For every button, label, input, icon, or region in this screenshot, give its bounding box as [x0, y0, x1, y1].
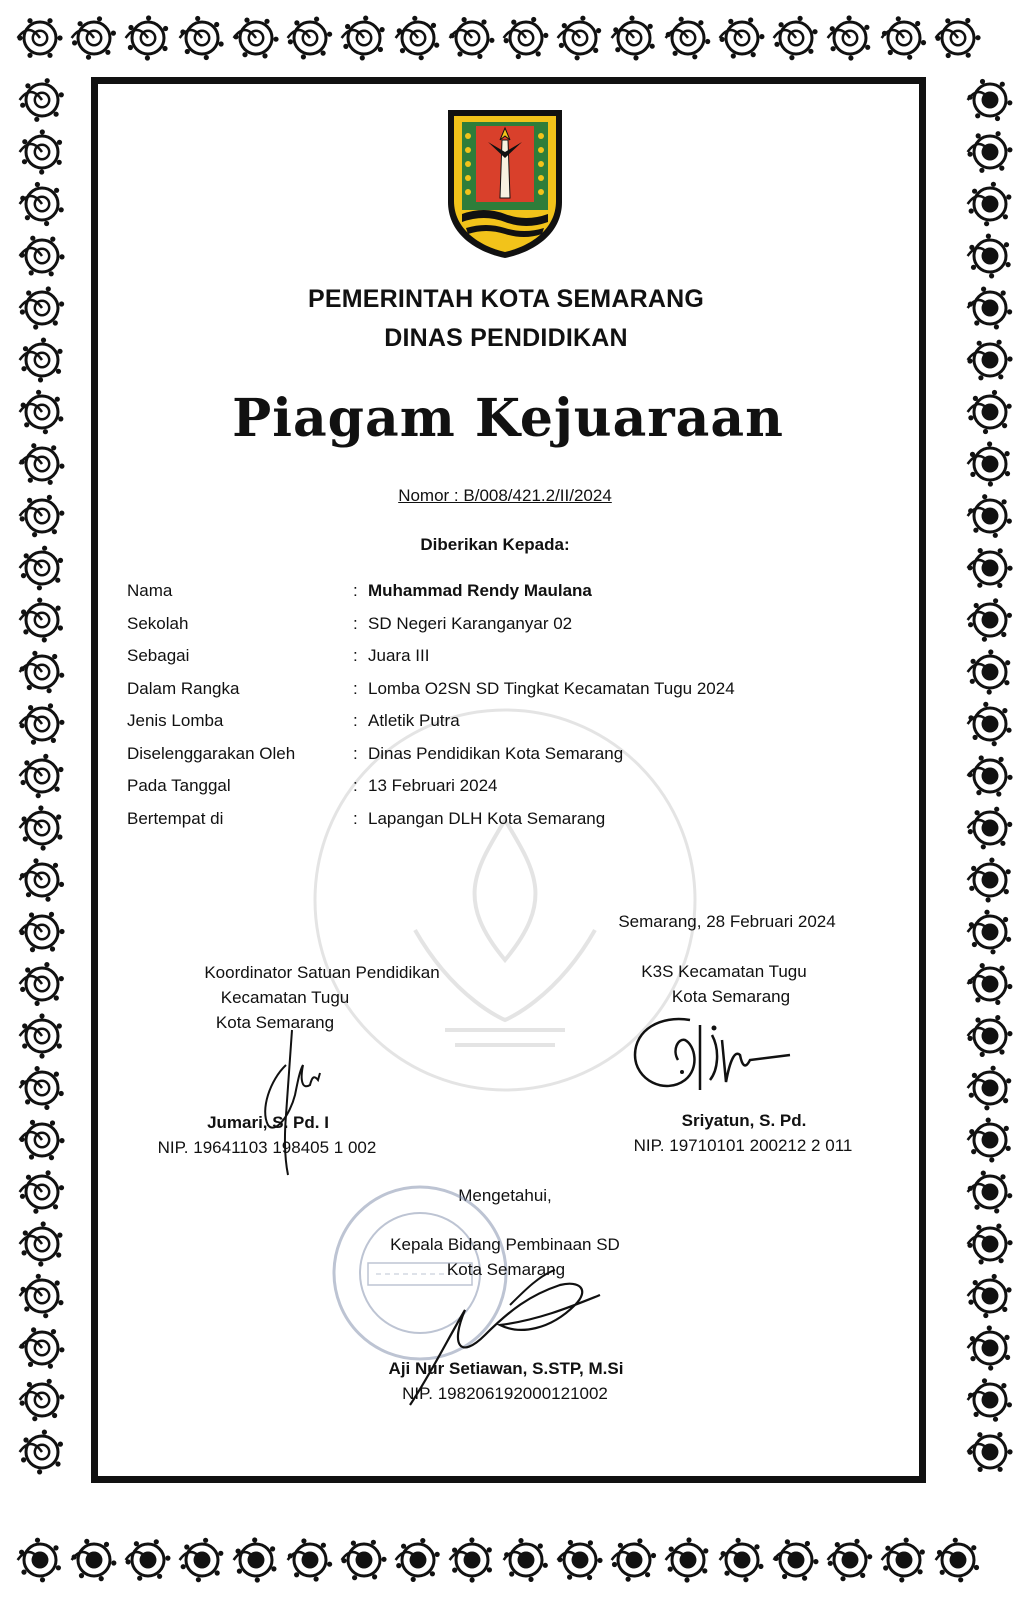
- border-ornament: [20, 1327, 65, 1368]
- border-ornament: [20, 495, 65, 537]
- border-ornament: [935, 18, 980, 58]
- right-signatory-title2: Kota Semarang: [671, 987, 791, 1006]
- place-and-date: Semarang, 28 Februari 2024: [618, 912, 836, 931]
- field-label: Pada Tanggal: [127, 776, 231, 795]
- field-label: Diselenggarakan Oleh: [127, 744, 296, 763]
- acknowledged-name: Aji Nur Setiawan, S.STP, M.Si: [388, 1359, 624, 1378]
- certificate-title: Piagam Kejuaraan: [232, 388, 784, 449]
- field-separator: :: [353, 776, 358, 795]
- border-ornament: [126, 1539, 171, 1581]
- field-label: Dalam Rangka: [127, 679, 240, 698]
- field-label: Bertempat di: [127, 809, 224, 828]
- field-value: 13 Februari 2024: [368, 776, 498, 795]
- border-ornament: [967, 340, 1012, 381]
- border-ornament: [20, 286, 65, 329]
- border-ornament: [180, 1538, 224, 1583]
- field-value: Dinas Pendidikan Kota Semarang: [368, 744, 624, 763]
- semarang-coat-of-arms-icon: [444, 106, 566, 262]
- border-ornament: [968, 79, 1013, 121]
- border-ornament: [20, 1379, 65, 1422]
- border-ornament: [20, 1430, 63, 1475]
- border-ornament: [233, 18, 278, 59]
- field-label: Sekolah: [127, 614, 189, 633]
- border-ornament: [968, 1274, 1012, 1318]
- border-ornament: [968, 910, 1012, 955]
- border-ornament: [968, 598, 1012, 642]
- border-ornament: [720, 17, 765, 58]
- border-ornament: [20, 962, 64, 1006]
- border-ornament: [967, 548, 1012, 588]
- border-ornament: [126, 15, 169, 60]
- border-ornament: [20, 1221, 63, 1266]
- field-separator: :: [353, 614, 358, 633]
- field-value: Atletik Putra: [368, 711, 460, 730]
- border-ornament: [19, 236, 64, 277]
- border-ornament: [20, 1170, 65, 1213]
- border-ornament: [20, 651, 65, 694]
- border-ornament: [17, 18, 62, 58]
- field-label: Sebagai: [127, 646, 190, 665]
- field-value: Muhammad Rendy Maulana: [368, 581, 592, 600]
- border-ornament: [341, 1540, 386, 1581]
- border-ornament: [967, 1432, 1012, 1472]
- field-separator: :: [353, 646, 358, 665]
- left-signatory-title2: Kecamatan Tugu: [220, 988, 350, 1007]
- border-ornament: [20, 546, 64, 591]
- border-ornament: [19, 912, 64, 952]
- border-ornament: [968, 649, 1011, 694]
- field-separator: :: [353, 711, 358, 730]
- border-ornament: [19, 1120, 64, 1160]
- border-ornament: [774, 1539, 819, 1580]
- right-signatory-title1: K3S Kecamatan Tugu: [641, 962, 807, 981]
- field-label: Nama: [127, 581, 173, 600]
- border-ornament: [342, 16, 385, 61]
- field-separator: :: [353, 809, 358, 828]
- border-ornament: [968, 1066, 1012, 1111]
- field-separator: :: [353, 679, 358, 698]
- border-ornament: [967, 1224, 1012, 1265]
- acknowledged-label: Mengetahui,: [458, 1186, 552, 1205]
- border-ornament: [20, 598, 63, 643]
- left-signatory-title1: Koordinator Satuan Pendidikan: [204, 963, 440, 982]
- border-ornament: [612, 16, 655, 61]
- border-ornament: [882, 1538, 925, 1583]
- border-ornament: [20, 754, 64, 798]
- field-separator: :: [353, 744, 358, 763]
- border-ornament: [968, 441, 1011, 486]
- border-ornament: [967, 755, 1012, 796]
- border-ornament: [20, 1274, 64, 1319]
- border-ornament: [968, 1015, 1013, 1057]
- border-ornament: [774, 16, 818, 60]
- field-value: Juara III: [368, 646, 430, 665]
- border-ornament: [882, 16, 927, 60]
- border-ornament: [936, 1538, 980, 1583]
- right-signatory-name: Sriyatun, S. Pd.: [681, 1111, 807, 1130]
- border-ornament: [20, 78, 64, 122]
- left-signatory-name: Jumari, S. Pd. I: [207, 1113, 329, 1132]
- field-separator: :: [353, 581, 358, 600]
- border-ornament: [504, 1538, 548, 1582]
- border-ornament: [968, 182, 1012, 227]
- border-ornament: [234, 1537, 277, 1582]
- field-value: Lomba O2SN SD Tingkat Kecamatan Tugu 2024: [368, 679, 735, 698]
- border-ornament: [20, 338, 63, 383]
- border-ornament: [968, 390, 1012, 434]
- right-signature: [630, 1010, 795, 1100]
- border-ornament: [396, 1538, 440, 1582]
- border-ornament: [666, 17, 711, 60]
- border-ornament: [666, 1537, 709, 1582]
- border-ornament: [20, 182, 64, 226]
- left-signatory-nip: NIP. 19641103 198405 1 002: [157, 1138, 377, 1157]
- border-ornament: [72, 16, 116, 60]
- border-ornament: [20, 858, 65, 901]
- border-ornament: [450, 1537, 492, 1582]
- border-ornament: [20, 443, 65, 485]
- border-ornament: [18, 1538, 61, 1583]
- government-header-line1: PEMERINTAH KOTA SEMARANG: [308, 285, 704, 313]
- border-ornament: [20, 390, 64, 435]
- field-label: Jenis Lomba: [127, 711, 224, 730]
- border-ornament: [396, 16, 440, 61]
- border-ornament: [968, 1118, 1011, 1163]
- border-ornament: [450, 17, 495, 59]
- border-ornament: [720, 1538, 764, 1582]
- field-value: Lapangan DLH Kota Semarang: [368, 809, 606, 828]
- border-ornament: [288, 1538, 333, 1581]
- border-ornament: [72, 1539, 117, 1581]
- border-ornament: [968, 858, 1011, 903]
- border-ornament: [612, 1538, 657, 1581]
- border-ornament: [968, 963, 1013, 1005]
- border-ornament: [968, 807, 1013, 850]
- border-ornament: [968, 1171, 1013, 1214]
- border-ornament: [828, 15, 871, 60]
- border-ornament: [968, 234, 1011, 279]
- certificate-number: Nomor : B/008/421.2/II/2024: [398, 486, 612, 505]
- border-ornament: [180, 16, 224, 60]
- field-value: SD Negeri Karanganyar 02: [368, 614, 573, 633]
- border-ornament: [968, 494, 1012, 538]
- border-ornament: [968, 1325, 1011, 1370]
- right-signatory-nip: NIP. 19710101 200212 2 011: [633, 1136, 853, 1155]
- border-ornament: [558, 16, 602, 61]
- government-header-line2: DINAS PENDIDIKAN: [384, 324, 628, 352]
- border-ornament: [20, 703, 65, 744]
- acknowledged-title2: Kota Semarang: [446, 1260, 566, 1279]
- border-ornament: [968, 702, 1012, 746]
- border-ornament: [20, 129, 63, 174]
- border-ornament: [557, 1540, 602, 1580]
- border-ornament: [968, 287, 1013, 330]
- border-ornament: [20, 805, 63, 850]
- border-ornament: [968, 131, 1013, 173]
- border-ornament: [828, 1539, 873, 1582]
- border-ornament: [20, 1013, 62, 1058]
- border-ornament: [288, 17, 333, 60]
- left-signatory-title3: Kota Semarang: [215, 1013, 335, 1032]
- acknowledged-title1: Kepala Bidang Pembinaan SD: [390, 1235, 620, 1254]
- border-ornament: [968, 1378, 1012, 1422]
- border-ornament: [504, 17, 549, 59]
- border-ornament: [20, 1066, 64, 1110]
- acknowledged-nip: NIP. 198206192000121002: [402, 1384, 608, 1403]
- given-to-label: Diberikan Kepada:: [420, 535, 570, 554]
